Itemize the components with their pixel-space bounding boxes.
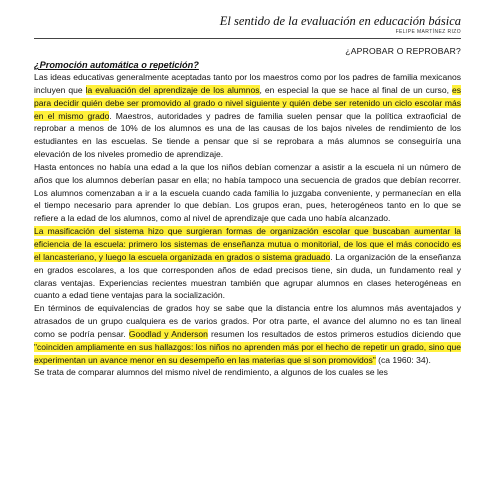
header-rule — [34, 38, 461, 39]
section-label: ¿APROBAR O REPROBAR? — [345, 46, 461, 56]
text-run: En términos de equivalencias de grados hoy se sabe que la distancia entre los alumnos más aventajados y atrasados de un grupo cualquiera es de varios grados. Por otra parte, el avance del alumno no es tan lineal como se podría pensar. — [34, 303, 461, 339]
section-heading: ¿Promoción automática o repetición? — [34, 60, 199, 70]
running-author: FELIPE MARTÍNEZ RIZO — [395, 29, 461, 35]
highlighted-text: "coinciden ampliamente en sus hallazgos: los niños no aprenden más por el hecho de repetir un grado, sino que experimentan un avance menor en su desempeño en las materias que si son promovidos" — [34, 341, 461, 365]
text-run: , en especial la que se hace al final de un curso, — [259, 84, 452, 95]
paragraph-1 — [34, 71, 461, 161]
page-header — [34, 14, 461, 39]
highlighted-text: es para decidir quién debe ser promovido al grado o nivel siguiente y quién debe ser retenido un ciclo escolar más en el mismo grado — [34, 84, 461, 121]
paragraph-5: Se trata de comparar alumnos del mismo nivel de rendimiento, a algunos de los cuales se les — [34, 367, 388, 378]
paragraph-4 — [34, 302, 461, 366]
text-run: Las ideas educativas generalmente aceptadas tanto por los maestros como por los padres de familia mexicanos incluyen que — [34, 72, 461, 95]
paragraph-2: Hasta entonces no había una edad a la que los niños debían comenzar a asistir a la escuela ni un número de años que los alumnos deberían pasar en ella; no había tampoco una secuencia de grados que debían recorrer. Los alumnos comenzaban a ir a la escuela cuando cada familia lo juzgaba conveniente, y permanecían en ella el tiempo necesario para aprender lo que debían. Los grupos eran, pues, heterogéneos tanto en lo que se refiere a la edad de los alumnos, como al nivel de aprendizaje que cada uno había alcanzado. — [34, 161, 461, 224]
text-run: (ca 1960: 34). — [375, 354, 431, 365]
body-text — [34, 71, 461, 379]
text-run: . Maestros, autoridades y padres de familia suelen pensar que la política extraoficial de reprobar a menos de 10% de los alumnos es una de las causas de los bajos niveles de rendimiento de los estudiantes en las escuelas. Se tiende a pensar que si se reprobara a más alumnos se conseguiría una elevación de los niveles promedio de aprendizaje. — [34, 110, 462, 160]
highlighted-text: La masificación del sistema hizo que surgieran formas de organización escolar que buscaban aumentar la eficiencia de la escuela: primero los sistemas de enseñanza mutua o monitorial, de los que el más conocido es el lancasteriano, y luego la escuela organizada en grados o sistema graduado — [34, 226, 461, 262]
text-run: resumen los resultados de estos primeros estudios diciendo que — [207, 328, 461, 339]
highlighted-text: la evaluación del aprendizaje de los alumnos — [85, 84, 260, 95]
text-run: . La organización de la enseñanza en grados escolares, a los que corresponden años de edad precisos tiene, sin duda, un fundamento real y claras ventajas. Experiencias recientes muestran también que agrupar alumnos en clases heterogéneas en cuanto a edad tiene ventajas para la socialización. — [34, 251, 461, 301]
highlighted-text: Goodlad y Anderson — [128, 328, 208, 339]
paragraph-3 — [34, 225, 461, 302]
running-title: El sentido de la evaluación en educación básica — [219, 14, 461, 28]
